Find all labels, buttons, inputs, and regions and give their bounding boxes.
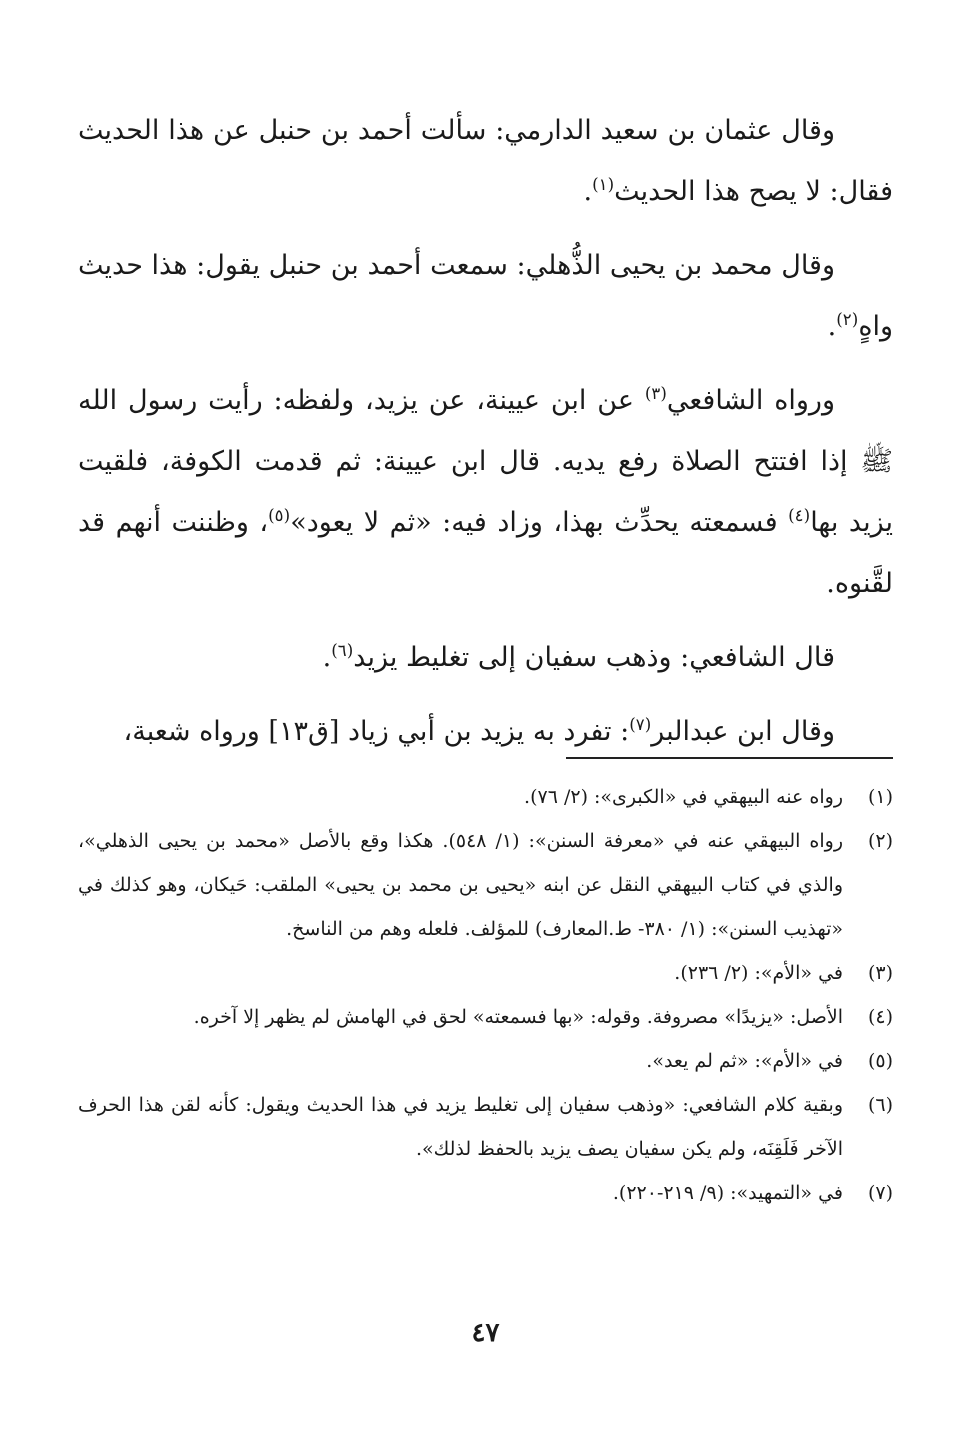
paragraph-text: فسمعته يحدِّث بهذا، وزاد فيه: «ثم لا يعود» — [290, 507, 789, 538]
footnote-number: (٢) — [867, 830, 893, 852]
paragraph-5 — [78, 701, 893, 762]
footnote-text: في «الأم»: «ثم لم يعد». — [646, 1050, 843, 1072]
footnote-5 — [78, 1039, 893, 1083]
footnote-ref: (٤) — [788, 505, 811, 525]
footnote-4 — [78, 995, 893, 1039]
paragraph-1 — [78, 100, 893, 222]
footnote-ref: (٢) — [836, 309, 859, 329]
paragraph-text: وقال محمد بن يحيى الذُّهلي: سمعت أحمد بن حنبل يقول: هذا حديث واهٍ — [78, 250, 893, 342]
footnote-number: (٦) — [867, 1094, 893, 1116]
footnote-text: الأصل: «يزيدًا» مصروفة. وقوله: «بها فسمعته» لحق في الهامش لم يظهر إلا آخره. — [193, 1006, 843, 1028]
footnote-1 — [78, 775, 893, 819]
paragraph-text: . — [827, 311, 837, 342]
main-text — [78, 100, 893, 775]
paragraph-text: ، وظننت أنهم قد لقَّنوه. — [78, 507, 893, 599]
footnote-number: (٣) — [867, 962, 893, 984]
footnote-ref: (٥) — [268, 505, 291, 525]
footnote-ref: (١) — [592, 174, 615, 194]
footnote-6 — [78, 1083, 893, 1171]
footnote-2 — [78, 819, 893, 951]
footnote-7 — [78, 1171, 893, 1215]
paragraph-text: . — [322, 642, 332, 673]
paragraph-text: ورواه الشافعي — [666, 385, 835, 416]
footnote-ref: (٣) — [644, 383, 667, 403]
footnote-text: في «التمهيد»: (٩/ ٢١٩-٢٢٠). — [612, 1182, 843, 1204]
footnote-ref: (٦) — [331, 640, 354, 660]
footnote-text: رواه عنه البيهقي في «الكبرى»: (٢/ ٧٦). — [524, 786, 843, 808]
footnote-3 — [78, 951, 893, 995]
paragraph-2 — [78, 235, 893, 357]
footnote-ref: (٧) — [629, 714, 652, 734]
page-number: ٤٧ — [471, 1318, 500, 1348]
paragraph-text: وقال ابن عبدالبر — [651, 716, 835, 747]
footnote-number: (٧) — [867, 1182, 893, 1204]
paragraph-text: وقال عثمان بن سعيد الدارمي: سألت أحمد بن حنبل عن هذا الحديث فقال: لا يصح هذا الحديث — [78, 115, 893, 207]
paragraph-text: قال الشافعي: وذهب سفيان إلى تغليط يزيد — [353, 642, 835, 673]
paragraph-3 — [78, 370, 893, 614]
footnotes — [78, 775, 893, 1215]
footnote-number: (٤) — [867, 1006, 893, 1028]
footnote-divider — [566, 757, 893, 759]
footnote-number: (١) — [867, 786, 893, 808]
footnote-text: رواه البيهقي عنه في «معرفة السنن»: (١/ ٥٤٨). هكذا وقع بالأصل «محمد بن يحيى الذهلي»، والذي في كتاب البيهقي النقل عن ابنه «يحيى بن محمد بن يحيى» الملقب: حَيكان، وهو كذلك في «تهذيب السنن»: (١/ ٣٨٠- ط.المعارف) للمؤلف. فلعله وهم من الناسخ. — [78, 830, 843, 940]
footnote-text: في «الأم»: (٢/ ٢٣٦). — [674, 962, 843, 984]
paragraph-4 — [78, 627, 893, 688]
footnote-text: وبقية كلام الشافعي: «وذهب سفيان إلى تغليط يزيد في هذا الحديث ويقول: كأنه لقن هذا الحرف الآخر فَلَقِنَه، ولم يكن سفيان يصف يزيد بالحفظ لذلك». — [78, 1094, 843, 1160]
book-page — [78, 0, 893, 1435]
paragraph-text: . — [583, 176, 593, 207]
paragraph-text: عن ابن عيينة، عن يزيد، ولفظه: رأيت رسول الله ﷺ إذا افتتح الصلاة رفع يديه. قال ابن عيينة: ثم قدمت الكوفة، فلقيت يزيد بها — [78, 385, 893, 538]
paragraph-text: : تفرد به يزيد بن أبي زياد [ق١٣] ورواه شعبة، — [123, 716, 630, 747]
footnote-number: (٥) — [867, 1050, 893, 1072]
